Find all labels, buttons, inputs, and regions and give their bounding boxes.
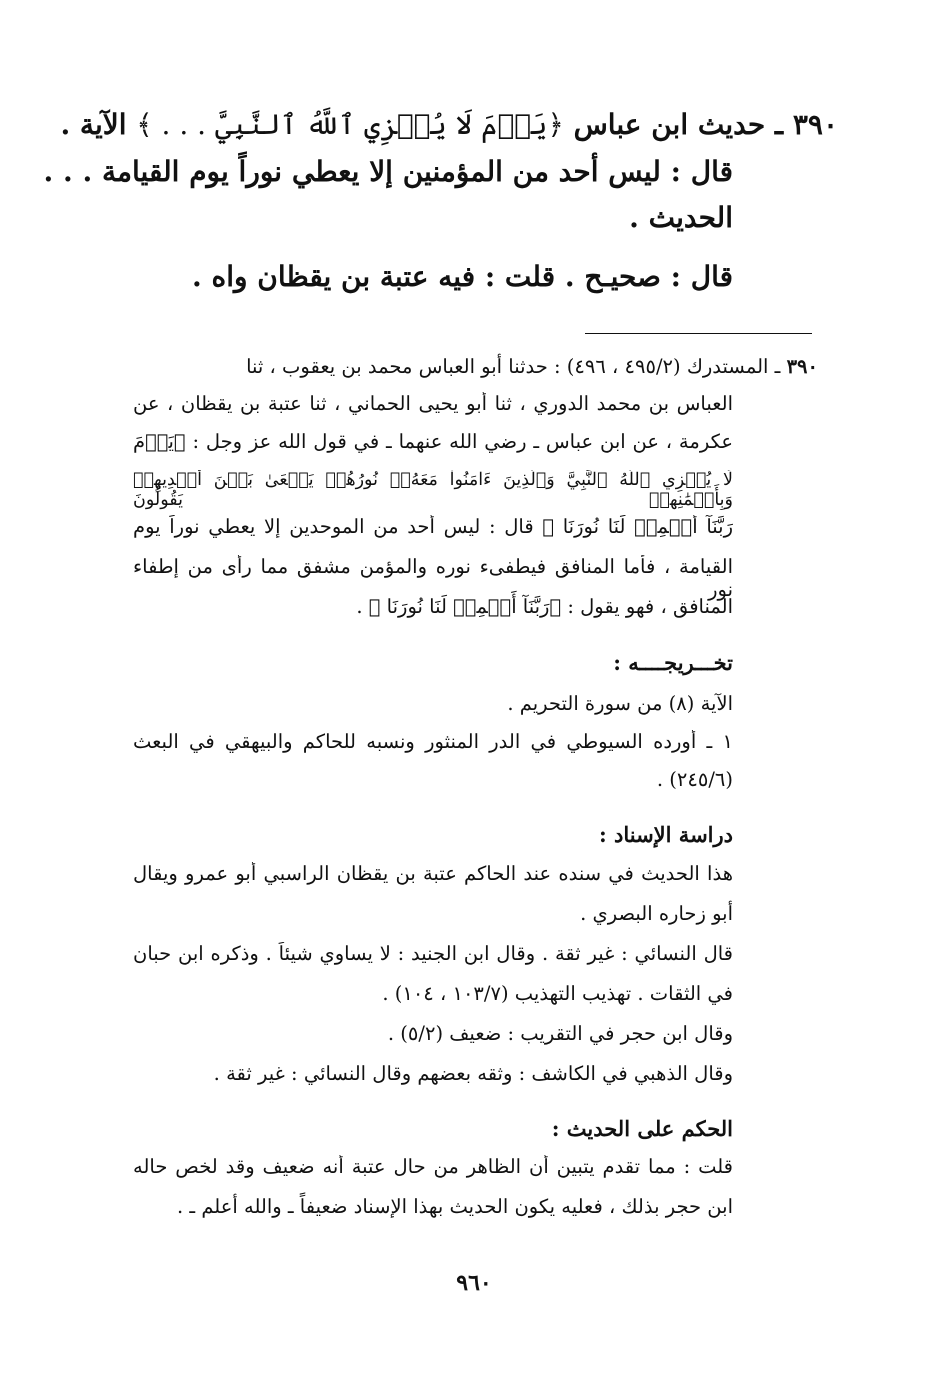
footnote-number: ٣٩٠ [786,355,818,378]
hukm-heading: الحكم على الحديث : [551,1116,733,1141]
takhrij-heading: تخـــريجــــه : [613,650,733,675]
footnote-text: ـ المستدرك (٤٩٥/٢ ، ٤٩٦) : حدثنا أبو العباس محمد بن يعقوب ، ثنا [246,355,781,378]
isnad-heading: دراسة الإسناد : [598,822,733,847]
main-line-1 [60,108,838,141]
footnote-separator [585,333,812,334]
footnote-line-1 [246,355,818,378]
quran-verse: ﴿يَوۡمَ لَا يُخۡزِي ٱللَّهُ ٱلنَّبِيَّ . . . ﴾ [136,108,564,141]
footnote-line-5: رَبَّنَآ أَتۡمِمۡ لَنَا نُورَنَا ﴾ قال : ليس أحد من الموحدين إلا يعطي نوراً يوم [133,515,733,538]
isnad-line-5: وقال ابن حجر في التقريب : ضعيف (٥/٢) . [387,1022,733,1045]
isnad-line-2: أبو زحاره البصري . [580,902,733,925]
hadith-number: ٣٩٠ [792,108,838,141]
footnote-line-6: القيامة ، فأما المنافق فيطفىء نوره والمؤمن مشفق مما رأى من إطفاء نور [133,555,733,601]
hadith-title: ـ حديث ابن عباس [573,108,784,141]
footnote-line-7: المنافق ، فهو يقول : ﴿رَبَّنَآ أَتۡمِمۡ لَنَا نُورَنَا ﴾ . [356,595,733,618]
takhrij-line-2: ١ ـ أورده السيوطي في الدر المنثور ونسبه للحاكم والبيهقي في البعث [133,730,733,753]
footnote-line-2: العباس بن محمد الدوري ، ثنا أبو يحيى الحماني ، ثنا عتبة بن يقظان ، عن [133,392,733,415]
hukm-line-1: قلت : مما تقدم يتبين أن الظاهر من حال عتبة أنه ضعيف وقد لخص حاله [133,1155,733,1178]
isnad-line-6: وقال الذهبي في الكاشف : وثقه بعضهم وقال النسائي : غير ثقة . [213,1062,733,1085]
footnote-line-4: لَا يُخۡزِي ٱللَّهُ ٱلنَّبِيَّ وَٱلَّذِينَ ءَامَنُواْ مَعَهُۥۖ نُورُهُمۡ يَسۡعَىٰ بَيۡنَ أَيۡدِيهِمۡ وَبِأَيۡمَٰنِهِمۡ يَقُولُونَ [133,470,733,510]
main-line-3: الحديث . [629,201,733,234]
takhrij-line-1: الآية (٨) من سورة التحريم . [507,692,733,715]
hukm-line-2: ابن حجر بذلك ، فعليه يكون الحديث بهذا الإسناد ضعيفاً ـ والله أعلم ـ . [177,1195,733,1218]
isnad-line-3: قال النسائي : غير ثقة . وقال ابن الجنيد : لا يساوي شيئاً . وذكره ابن حبان [133,942,733,965]
verse-marker: الآية . [60,108,127,141]
takhrij-line-3: (٢٤٥/٦) . [656,768,733,791]
main-line-2: قال : ليس أحد من المؤمنين إلا يعطي نوراً يوم القيامة . . . [43,155,733,188]
isnad-line-1: هذا الحديث في سنده عند الحاكم عتبة بن يقظان الراسبي أبو عمرو ويقال [133,862,733,885]
main-line-4: قال : صحيـح . قلت : فيه عتبة بن يقظان واه . [192,260,733,293]
page-number: ٩٦٠ [456,1270,492,1296]
footnote-line-3: عكرمة ، عن ابن عباس ـ رضي الله عنهما ـ في قول الله عز وجل : ﴿يَوۡمَ [133,430,733,453]
isnad-line-4: في الثقات . تهذيب التهذيب (١٠٣/٧ ، ١٠٤) . [382,982,733,1005]
